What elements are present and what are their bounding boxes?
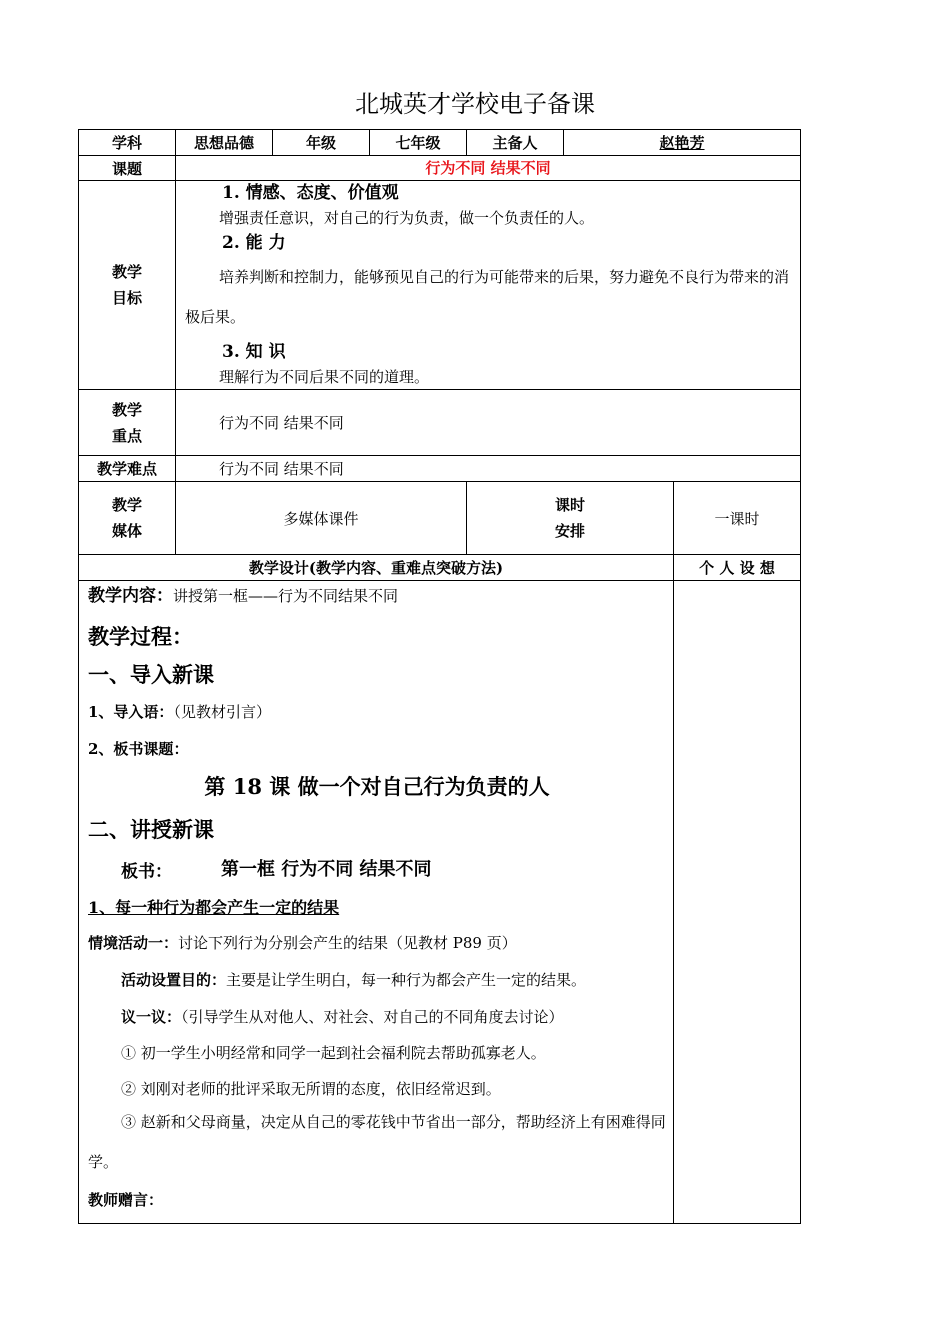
key-points-label-line2: 重点 <box>111 426 142 445</box>
section2-heading: 二、讲授新课 <box>88 817 214 842</box>
design-header-row <box>79 555 801 581</box>
goal-heading-3: 3. 知 识 <box>222 342 286 362</box>
purpose-value: 主要是让学生明白，每一种行为都会产生一定的结果。 <box>226 971 587 989</box>
lesson-plan-table <box>78 129 801 1224</box>
lesson-title: 第 18 课 做一个对自己行为负责的人 <box>204 774 550 799</box>
goal-text-2: 培养判断和控制力，能够预见自己的行为可能带来的后果，努力避免不良行为带来的消极后果。 <box>185 268 790 326</box>
section1-heading: 一、导入新课 <box>88 662 214 687</box>
process-heading: 教学过程： <box>88 624 193 649</box>
media-label-line2: 媒体 <box>111 522 142 540</box>
topic-row <box>79 156 801 181</box>
personal-notes-cell <box>674 581 801 1224</box>
discuss-label: 议一议： <box>121 1008 182 1026</box>
discuss-item-3: ③ 赵新和父母商量，决定从自己的零花钱中节省出一部分，帮助经济上有困难得同学。 <box>88 1113 666 1171</box>
media-row <box>79 482 801 555</box>
board-title-label: 2、板书课题： <box>88 740 189 758</box>
goals-content <box>176 181 801 390</box>
intro-value: （见教材引言） <box>173 703 271 721</box>
goals-label-line1: 教学 <box>111 263 142 281</box>
media-value: 多媒体课件 <box>176 482 467 555</box>
content-label: 教学内容： <box>88 586 173 606</box>
difficulty-label: 教学难点 <box>79 456 176 482</box>
header-row <box>79 130 801 156</box>
preparer-label: 主备人 <box>467 130 564 156</box>
discuss-item-2: ② 刘刚对老师的批评采取无所谓的态度，依旧经常迟到。 <box>121 1080 501 1098</box>
design-content-row <box>79 581 801 1224</box>
goal-text-1: 增强责任意识，对自己的行为负责，做一个负责任的人。 <box>219 209 595 227</box>
design-content <box>79 581 674 1224</box>
goal-heading-1: 1. 情感、态度、价值观 <box>222 183 399 203</box>
discuss-item-1: ① 初一学生小明经常和同学一起到社会福利院去帮助孤寡老人。 <box>121 1044 546 1062</box>
key-points-row <box>79 390 801 456</box>
grade-value: 七年级 <box>370 130 467 156</box>
intro-label: 1、导入语： <box>88 703 174 721</box>
design-header: 教学设计(教学内容、重难点突破方法) <box>79 555 674 581</box>
content-value: 讲授第一框——行为不同结果不同 <box>173 587 399 605</box>
point1-heading: 1、每一种行为都会产生一定的结果 <box>88 898 340 917</box>
schedule-label-line1: 课时 <box>554 496 585 514</box>
preparer-value: 赵艳芳 <box>659 134 705 152</box>
activity-label: 情境活动一： <box>88 934 179 952</box>
grade-label: 年级 <box>273 130 370 156</box>
board-label: 板书： <box>121 862 172 882</box>
subject-value: 思想品德 <box>176 130 273 156</box>
schedule-label-line2: 安排 <box>554 522 585 540</box>
notes-header: 个 人 设 想 <box>674 555 801 581</box>
discuss-value: （引导学生从对他人、对社会、对自己的不同角度去讨论） <box>181 1008 564 1026</box>
teacher-message-label: 教师赠言： <box>88 1191 164 1209</box>
difficulty-value: 行为不同 结果不同 <box>219 460 344 478</box>
topic-value: 行为不同 结果不同 <box>176 156 801 181</box>
subject-label: 学科 <box>79 130 176 156</box>
goals-label-line2: 目标 <box>111 289 142 307</box>
topic-label: 课题 <box>79 156 176 181</box>
goal-text-3: 理解行为不同后果不同的道理。 <box>219 368 430 386</box>
goals-row <box>79 181 801 390</box>
media-label-line1: 教学 <box>111 496 142 514</box>
key-points-label-line1: 教学 <box>111 400 142 419</box>
key-points-value: 行为不同 结果不同 <box>219 414 344 432</box>
board-value: 第一框 行为不同 结果不同 <box>221 859 432 880</box>
difficulty-row <box>79 456 801 482</box>
schedule-value: 一课时 <box>674 482 801 555</box>
page-title: 北城英才学校电子备课 <box>355 90 595 118</box>
goal-heading-2: 2. 能 力 <box>222 233 286 253</box>
activity-value: 讨论下列行为分别会产生的结果（见教材 P89 页） <box>178 934 517 952</box>
purpose-label: 活动设置目的： <box>121 971 227 989</box>
